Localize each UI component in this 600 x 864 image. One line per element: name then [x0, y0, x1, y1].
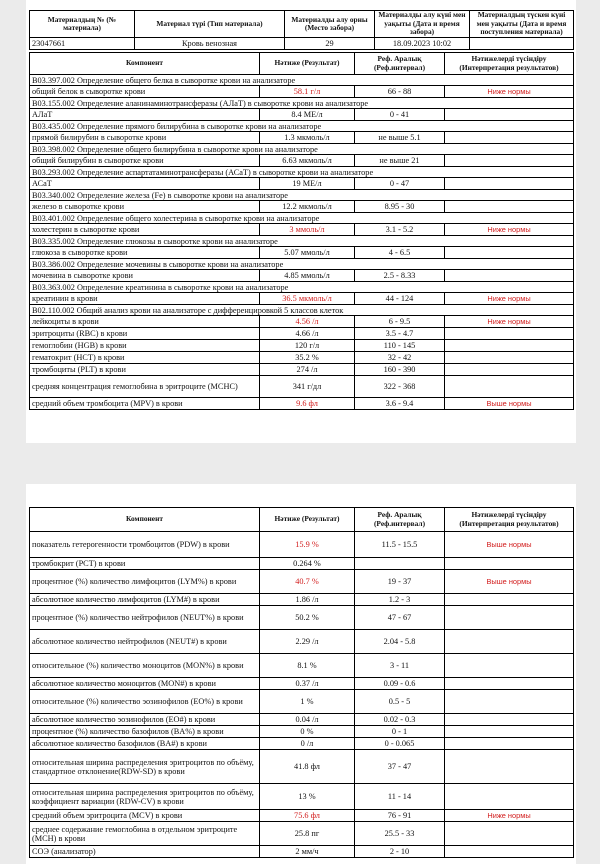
interpretation [445, 822, 574, 846]
ref-interval: 32 - 42 [355, 352, 445, 364]
result-value: 5.07 ммоль/л [260, 247, 355, 259]
interpretation [445, 352, 574, 364]
result-value: 341 г/дл [260, 376, 355, 398]
result-row [30, 750, 574, 784]
result-value: 120 г/л [260, 340, 355, 352]
result-row [30, 316, 574, 328]
interpretation: Ниже нормы [445, 293, 574, 305]
section-row [30, 282, 574, 293]
interpretation [445, 654, 574, 678]
component-name: гемоглобин (HGB) в крови [30, 340, 260, 352]
component-name: абсолютное количество базофилов (BA#) в крови [30, 738, 260, 750]
result-row [30, 558, 574, 570]
ref-interval: 3.6 - 9.4 [355, 398, 445, 410]
interpretation [445, 784, 574, 810]
header-table [29, 10, 574, 50]
result-row [30, 178, 574, 190]
component-name: мочевина в сыворотке крови [30, 270, 260, 282]
component-name: железо в сыворотке крови [30, 201, 260, 213]
ref-interval: 3.1 - 5.2 [355, 224, 445, 236]
result-value: 0 % [260, 726, 355, 738]
col-interp: Нәтижелерді түсіндіру (Интерпретация результатов) [445, 508, 574, 532]
place: 29 [285, 38, 375, 50]
component-name: глюкоза в сыворотке крови [30, 247, 260, 259]
component-name: общий белок в сыворотке крови [30, 86, 260, 98]
section-title: B03.340.002 Определение железа (Fe) в сыворотке крови на анализаторе [30, 190, 574, 201]
result-row [30, 132, 574, 144]
interpretation [445, 364, 574, 376]
component-name: показатель гетерогенности тромбоцитов (PDW) в крови [30, 532, 260, 558]
result-row [30, 398, 574, 410]
interpretation: Выше нормы [445, 398, 574, 410]
ref-interval: не выше 5.1 [355, 132, 445, 144]
ref-interval: 0.09 - 0.6 [355, 678, 445, 690]
ref-interval: 25.5 - 33 [355, 822, 445, 846]
ref-interval: 11 - 14 [355, 784, 445, 810]
section-row [30, 98, 574, 109]
result-row [30, 630, 574, 654]
interpretation [445, 606, 574, 630]
component-name: процентное (%) количество нейтрофилов (NEUT%) в крови [30, 606, 260, 630]
component-name: холестерин в сыворотке крови [30, 224, 260, 236]
component-name: относительная ширина распределения эритроцитов по объёму, коэффициент вариации (RDW-CV) в крови [30, 784, 260, 810]
interpretation [445, 247, 574, 259]
result-row [30, 155, 574, 167]
section-title: B03.397.002 Определение общего белка в сыворотке крови на анализаторе [30, 75, 574, 86]
result-value: 3 ммоль/л [260, 224, 355, 236]
results-table-2 [29, 507, 574, 858]
col-component: Компонент [30, 508, 260, 532]
component-name: тромбоциты (PLT) в крови [30, 364, 260, 376]
received [470, 38, 574, 50]
report-page-2 [26, 484, 576, 864]
col-ref: Реф. Аралық (Реф.интервал) [355, 53, 445, 75]
result-value: 8.1 % [260, 654, 355, 678]
result-value: 6.63 мкмоль/л [260, 155, 355, 167]
ref-interval: 2 - 10 [355, 846, 445, 858]
component-name: гематокрит (HCT) в крови [30, 352, 260, 364]
col-interp: Нәтижелерді түсіндіру (Интерпретация результатов) [445, 53, 574, 75]
interpretation [445, 558, 574, 570]
result-value: 25.8 пг [260, 822, 355, 846]
interpretation [445, 690, 574, 714]
ref-interval: 3.5 - 4.7 [355, 328, 445, 340]
interpretation: Выше нормы [445, 570, 574, 594]
header-datetime: Материалды алу күні мен уақыты (Дата и время забора) [375, 11, 470, 38]
component-name: абсолютное количество эозинофилов (EO#) в крови [30, 714, 260, 726]
result-row [30, 678, 574, 690]
ref-interval: 4 - 6.5 [355, 247, 445, 259]
ref-interval: 37 - 47 [355, 750, 445, 784]
result-value: 0 /л [260, 738, 355, 750]
result-row [30, 570, 574, 594]
result-row [30, 654, 574, 678]
result-row [30, 822, 574, 846]
result-row [30, 364, 574, 376]
component-name: эритроциты (RBC) в крови [30, 328, 260, 340]
interpretation [445, 678, 574, 690]
result-value: 1.86 /л [260, 594, 355, 606]
component-name: абсолютное количество лимфоцитов (LYM#) в крови [30, 594, 260, 606]
section-title: B03.335.002 Определение глюкозы в сыворотке крови на анализаторе [30, 236, 574, 247]
result-row [30, 784, 574, 810]
result-row [30, 270, 574, 282]
section-row [30, 167, 574, 178]
ref-interval: 47 - 67 [355, 606, 445, 630]
ref-interval: 6 - 9.5 [355, 316, 445, 328]
result-row [30, 810, 574, 822]
result-value: 50.2 % [260, 606, 355, 630]
ref-interval: 0.5 - 5 [355, 690, 445, 714]
ref-interval: 66 - 88 [355, 86, 445, 98]
result-value: 4.56 /л [260, 316, 355, 328]
interpretation [445, 328, 574, 340]
component-name: средняя концентрация гемоглобина в эритроците (MCHC) [30, 376, 260, 398]
ref-interval: 76 - 91 [355, 810, 445, 822]
component-name: АСаТ [30, 178, 260, 190]
interpretation [445, 726, 574, 738]
component-name: средний объем тромбоцита (MPV) в крови [30, 398, 260, 410]
col-result: Нәтиже (Результат) [260, 53, 355, 75]
component-name: относительная ширина распределения эритроцитов по объёму, стандартное отклонение(RDW-SD) в крови [30, 750, 260, 784]
ref-interval: 44 - 124 [355, 293, 445, 305]
section-title: B03.401.002 Определение общего холестерина в сыворотке крови на анализаторе [30, 213, 574, 224]
result-value: 274 /л [260, 364, 355, 376]
section-row [30, 259, 574, 270]
interpretation [445, 376, 574, 398]
interpretation [445, 714, 574, 726]
result-row [30, 726, 574, 738]
section-row [30, 236, 574, 247]
component-name: тромбокрит (PCT) в крови [30, 558, 260, 570]
interpretation [445, 132, 574, 144]
component-name: абсолютное количество нейтрофилов (NEUT#) в крови [30, 630, 260, 654]
col-result: Нәтиже (Результат) [260, 508, 355, 532]
result-value: 1.3 мкмоль/л [260, 132, 355, 144]
section-title: B03.363.002 Определение креатинина в сыворотке крови на анализаторе [30, 282, 574, 293]
section-title: B02.110.002 Общий анализ крови на анализаторе с дифференцировкой 5 классов клеток [30, 305, 574, 316]
result-row [30, 247, 574, 259]
ref-interval: 0 - 1 [355, 726, 445, 738]
result-value: 0.37 /л [260, 678, 355, 690]
interpretation [445, 201, 574, 213]
section-row [30, 305, 574, 316]
section-title: B03.398.002 Определение общего билирубина в сыворотке крови на анализаторе [30, 144, 574, 155]
ref-interval: 2.04 - 5.8 [355, 630, 445, 654]
report-page-1 [26, 0, 576, 443]
result-value: 75.6 фл [260, 810, 355, 822]
result-value: 13 % [260, 784, 355, 810]
ref-interval: 160 - 390 [355, 364, 445, 376]
result-row [30, 352, 574, 364]
section-title: B03.386.002 Определение мочевины в сыворотке крови на анализаторе [30, 259, 574, 270]
ref-interval: 8.95 - 30 [355, 201, 445, 213]
component-name: общий билирубин в сыворотке крови [30, 155, 260, 167]
ref-interval: не выше 21 [355, 155, 445, 167]
component-name: АЛаТ [30, 109, 260, 121]
component-name: прямой билирубин в сыворотке крови [30, 132, 260, 144]
result-value: 35.2 % [260, 352, 355, 364]
header-received: Материалдың түскен күні мен уақыты (Дата и время поступления материала) [470, 11, 574, 38]
section-title: B03.293.002 Определение аспартатаминотрансферазы (АСаТ) в сыворотке крови на анализаторе [30, 167, 574, 178]
ref-interval: 322 - 368 [355, 376, 445, 398]
result-row [30, 846, 574, 858]
result-row [30, 109, 574, 121]
result-value: 2 мм/ч [260, 846, 355, 858]
component-name: СОЭ (анализатор) [30, 846, 260, 858]
result-row [30, 714, 574, 726]
result-row [30, 594, 574, 606]
result-value: 4.66 /л [260, 328, 355, 340]
result-row [30, 328, 574, 340]
interpretation: Ниже нормы [445, 316, 574, 328]
component-name: средний объем эритроцита (MCV) в крови [30, 810, 260, 822]
result-value: 36.5 мкмоль/л [260, 293, 355, 305]
interpretation [445, 340, 574, 352]
result-value: 9.6 фл [260, 398, 355, 410]
interpretation: Выше нормы [445, 532, 574, 558]
ref-interval: 0 - 0.065 [355, 738, 445, 750]
section-title: B03.435.002 Определение прямого билирубина в сыворотке крови на анализаторе [30, 121, 574, 132]
interpretation [445, 109, 574, 121]
section-row [30, 144, 574, 155]
result-value: 1 % [260, 690, 355, 714]
result-row [30, 201, 574, 213]
result-value: 0.04 /л [260, 714, 355, 726]
result-value: 58.1 г/л [260, 86, 355, 98]
interpretation [445, 594, 574, 606]
ref-interval: 19 - 37 [355, 570, 445, 594]
component-name: среднее содержание гемоглобина в отдельном эритроците (MCH) в крови [30, 822, 260, 846]
col-component: Компонент [30, 53, 260, 75]
result-row [30, 293, 574, 305]
ref-interval: 1.2 - 3 [355, 594, 445, 606]
ref-interval: 2.5 - 8.33 [355, 270, 445, 282]
result-value: 15.9 % [260, 532, 355, 558]
component-name: лейкоциты в крови [30, 316, 260, 328]
result-row [30, 340, 574, 352]
header-place: Материалды алу орны (Место забора) [285, 11, 375, 38]
result-value: 19 МЕ/л [260, 178, 355, 190]
interpretation: Ниже нормы [445, 86, 574, 98]
material-type: Кровь венозная [135, 38, 285, 50]
col-ref: Реф. Аралық (Реф.интервал) [355, 508, 445, 532]
result-row [30, 606, 574, 630]
interpretation [445, 738, 574, 750]
component-name: относительное (%) количество моноцитов (MON%) в крови [30, 654, 260, 678]
ref-interval: 3 - 11 [355, 654, 445, 678]
result-row [30, 532, 574, 558]
material-no: 23047661 [30, 38, 135, 50]
component-name: относительное (%) количество эозинофилов (EO%) в крови [30, 690, 260, 714]
results-table-1 [29, 52, 574, 410]
component-name: абсолютное количество моноцитов (MON#) в крови [30, 678, 260, 690]
result-row [30, 738, 574, 750]
component-name: процентное (%) количество лимфоцитов (LYM%) в крови [30, 570, 260, 594]
result-row [30, 690, 574, 714]
datetime: 18.09.2023 10:02 [375, 38, 470, 50]
interpretation [445, 846, 574, 858]
interpretation [445, 270, 574, 282]
ref-interval [355, 558, 445, 570]
section-row [30, 121, 574, 132]
result-value: 2.29 /л [260, 630, 355, 654]
section-title: B03.155.002 Определение аланинаминотрансферазы (АЛаТ) в сыворотке крови на анализаторе [30, 98, 574, 109]
ref-interval: 0.02 - 0.3 [355, 714, 445, 726]
result-row [30, 224, 574, 236]
interpretation [445, 178, 574, 190]
section-row [30, 190, 574, 201]
interpretation: Ниже нормы [445, 810, 574, 822]
result-value: 40.7 % [260, 570, 355, 594]
interpretation [445, 630, 574, 654]
result-value: 0.264 % [260, 558, 355, 570]
section-row [30, 75, 574, 86]
header-material-no: Материалдың № (№ материала) [30, 11, 135, 38]
ref-interval: 11.5 - 15.5 [355, 532, 445, 558]
interpretation [445, 750, 574, 784]
ref-interval: 0 - 47 [355, 178, 445, 190]
section-row [30, 213, 574, 224]
header-material-type: Материал түрі (Тип материала) [135, 11, 285, 38]
result-value: 8.4 МЕ/л [260, 109, 355, 121]
ref-interval: 110 - 145 [355, 340, 445, 352]
interpretation [445, 155, 574, 167]
result-value: 41.8 фл [260, 750, 355, 784]
component-name: креатинин в крови [30, 293, 260, 305]
component-name: процентное (%) количество базофилов (BA%) в крови [30, 726, 260, 738]
ref-interval: 0 - 41 [355, 109, 445, 121]
result-value: 4.85 ммоль/л [260, 270, 355, 282]
result-row [30, 376, 574, 398]
result-row [30, 86, 574, 98]
interpretation: Ниже нормы [445, 224, 574, 236]
result-value: 12.2 мкмоль/л [260, 201, 355, 213]
